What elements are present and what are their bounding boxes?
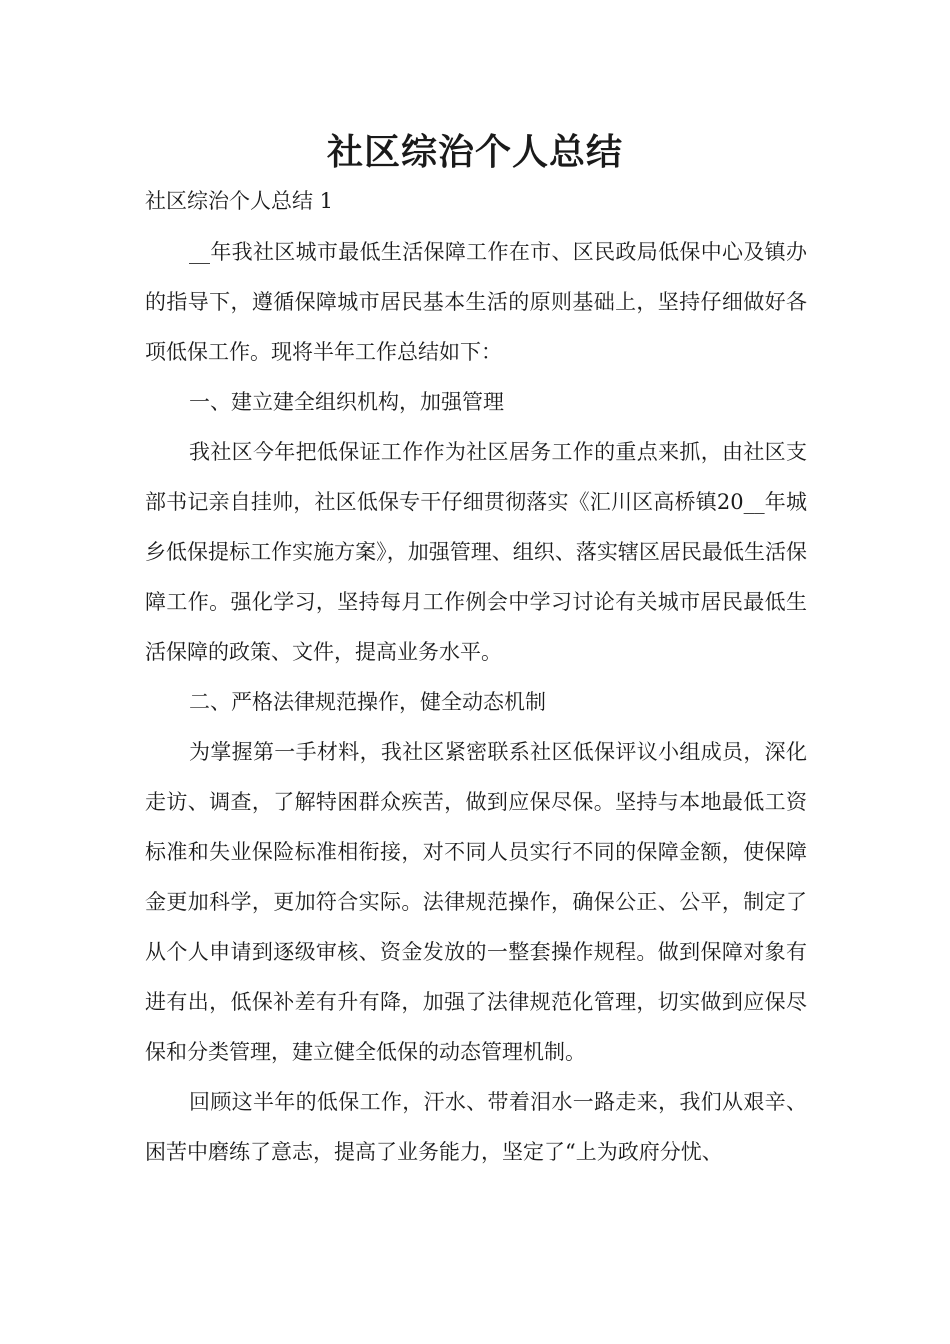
- paragraph-review: 回顾这半年的低保工作，汗水、带着泪水一路走来，我们从艰辛、困苦中磨练了意志，提高了业务能力，坚定了“上为政府分忧、: [145, 1090, 807, 1164]
- paragraph-organization: 我社区今年把低保证工作作为社区居务工作的重点来抓，由社区支部书记亲自挂帅，社区低保专干仔细贯彻落实《汇川区高桥镇20__年城乡低保提标工作实施方案》，加强管理、组织、落实辖区居民最低生活保障工作。强化学习，坚持每月工作例会中学习讨论有关城市居民最低生活保障的政策、文件，提高业务水平。: [145, 440, 807, 664]
- section-heading-1: 一、建立建全组织机构，加强管理: [189, 390, 504, 414]
- document-body: [145, 227, 807, 1177]
- document-title: 社区综治个人总结: [326, 131, 623, 173]
- paragraph-intro: __年我社区城市最低生活保障工作在市、区民政局低保中心及镇办的指导下，遵循保障城市居民基本生活的原则基础上，坚持仔细做好各项低保工作。现将半年工作总结如下：: [145, 240, 807, 364]
- paragraph-regulation: 为掌握第一手材料，我社区紧密联系社区低保评议小组成员，深化走访、调查，了解特困群众疾苦，做到应保尽保。坚持与本地最低工资标准和失业保险标准相衔接，对不同人员实行不同的保障金额，使保障金更加科学，更加符合实际。法律规范操作，确保公正、公平，制定了从个人申请到逐级审核、资金发放的一整套操作规程。做到保障对象有进有出，低保补差有升有降，加强了法律规范化管理，切实做到应保尽保和分类管理，建立健全低保的动态管理机制。: [145, 740, 807, 1064]
- section-heading-2: 二、严格法律规范操作，健全动态机制: [189, 690, 546, 714]
- section-subtitle: 社区综治个人总结 1: [145, 189, 334, 213]
